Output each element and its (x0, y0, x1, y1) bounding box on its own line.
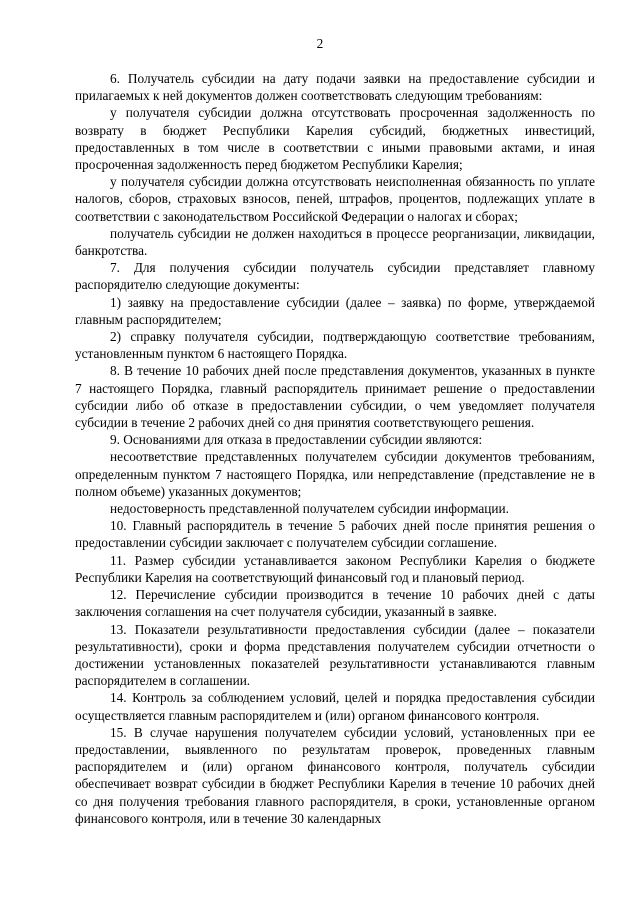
paragraph-6: 6. Получатель субсидии на дату подачи заявки на предоставление субсидии и прилагаемых к ней документов должен соответствовать следующим требованиям: (75, 71, 595, 104)
paragraph-6-req-taxes: у получателя субсидии должна отсутствовать неисполненная обязанность по уплате налогов, сборов, страховых взносов, пеней, штрафов, процентов, подлежащих уплате в соответствии с законодательством Российской Федерации о налогах и сборах; (75, 174, 595, 224)
paragraph-12: 12. Перечисление субсидии производится в течение 10 рабочих дней с даты заключения соглашения на счет получателя субсидии, указанный в заявке. (75, 587, 595, 620)
paragraph-7: 7. Для получения субсидии получатель субсидии представляет главному распорядителю следующие документы: (75, 260, 595, 293)
paragraph-13: 13. Показатели результативности предоставления субсидии (далее – показатели результативности), сроки и форма представления получателем субсидии отчетности о достижении установленных показателей результативности устанавливаются главным распорядителем в соглашении. (75, 621, 595, 689)
paragraph-6-req-debt: у получателя субсидии должна отсутствовать просроченная задолженность по возврату в бюджет Республики Карелия субсидий, бюджетных инвестиций, предоставленных в том числе в соответствии с иными правовыми актами, и иная просроченная задолженность перед бюджетом Республики Карелия; (75, 105, 595, 173)
paragraph-8: 8. В течение 10 рабочих дней после представления документов, указанных в пункте 7 настоящего Порядка, главный распорядитель принимает решение о предоставлении субсидии либо об отказе в предоставлении субсидии, о чем уведомляет получателя субсидии в течение 2 рабочих дней со дня принятия соответствующего решения. (75, 363, 595, 431)
paragraph-15: 15. В случае нарушения получателем субсидии условий, установленных при ее предоставлении, выявленного по результатам проверок, проведенных главным распорядителем и (или) органом финансового контроля, получатель субсидии обеспечивает возврат субсидии в бюджет Республики Карелия в течение 10 рабочих дней со дня получения требования главного распорядителя, в сроки, установленные органом финансового контроля, или в течение 30 календарных (75, 724, 595, 826)
paragraph-7-item-1: 1) заявку на предоставление субсидии (далее – заявка) по форме, утверждаемой главным распорядителем; (75, 294, 595, 327)
paragraph-10: 10. Главный распорядитель в течение 5 рабочих дней после принятия решения о предоставлении субсидии заключает с получателем субсидии соглашение. (75, 518, 595, 551)
paragraph-14: 14. Контроль за соблюдением условий, целей и порядка предоставления субсидии осуществляется главным распорядителем и (или) органом финансового контроля. (75, 690, 595, 723)
page-number: 2 (316, 36, 324, 51)
paragraph-6-req-reorganization: получатель субсидии не должен находиться в процессе реорганизации, ликвидации, банкротства. (75, 225, 595, 259)
paragraph-7-item-2: 2) справку получателя субсидии, подтверждающую соответствие требованиям, установленным пунктом 6 настоящего Порядка. (75, 329, 595, 362)
document-body (75, 70, 595, 827)
paragraph-9-reason-1: несоответствие представленных получателем субсидии документов требованиям, определенным пунктом 7 настоящего Порядка, или непредставление (представление не в полном объеме) указанных документов; (75, 449, 595, 499)
paragraph-9-reason-2: недостоверность представленной получателем субсидии информации. (110, 501, 509, 517)
paragraph-11: 11. Размер субсидии устанавливается законом Республики Карелия о бюджете Республики Карелия на соответствующий финансовый год и плановый период. (75, 552, 595, 585)
paragraph-9: 9. Основаниями для отказа в предоставлении субсидии являются: (110, 432, 483, 448)
